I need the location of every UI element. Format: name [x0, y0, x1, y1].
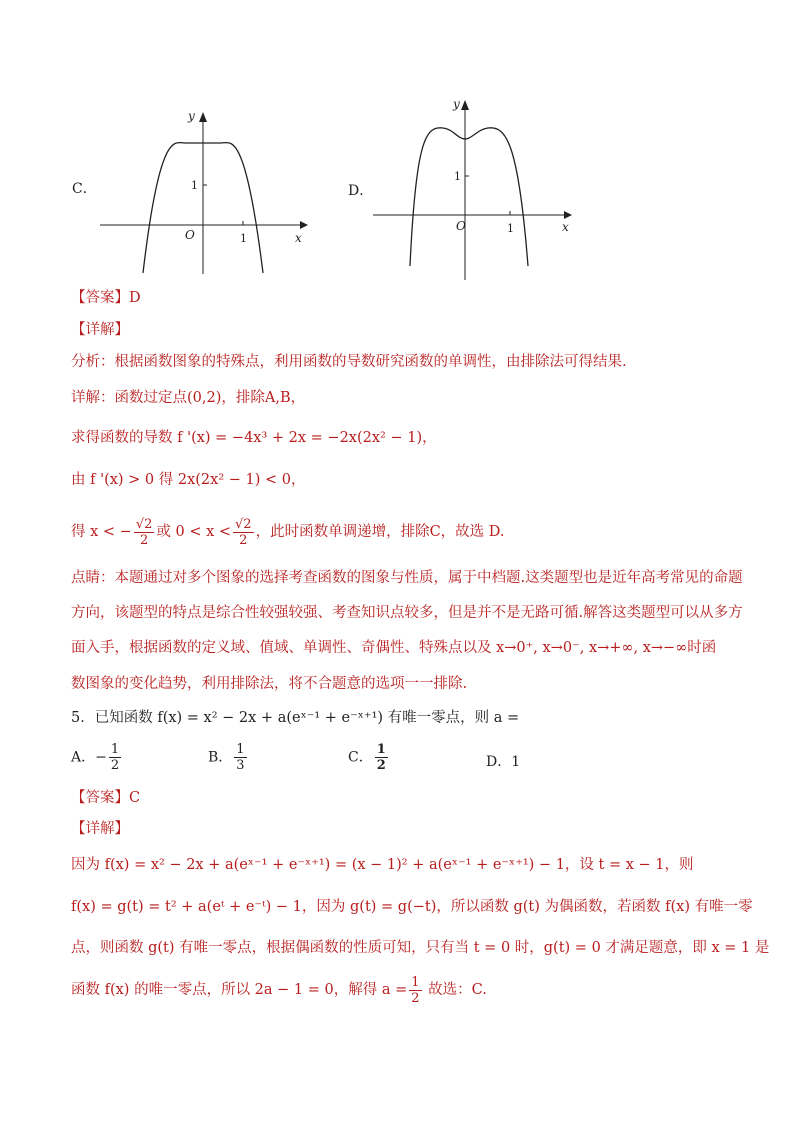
y-axis-label: y [453, 97, 460, 111]
x-axis-label: x [562, 220, 569, 234]
fraction-numerator: √2 [235, 516, 252, 532]
option-d-label: D． [348, 183, 374, 199]
question-5-stem: 5．已知函数 f(x) = x² − 2x + a(eˣ⁻¹ + e⁻ˣ⁺¹) 有唯一零点，则 a = [71, 710, 520, 726]
option-a [71, 742, 123, 773]
fraction-numerator: 1 [110, 742, 120, 757]
step-2: 求得函数的导数 f '(x) = −4x³ + 2x = −2x(2x² − 1)， [71, 430, 437, 446]
step-4-suffix: ，此时函数单调递增，排除C，故选 D. [255, 524, 505, 540]
y-axis-arrow [199, 112, 207, 122]
y-axis-label: y [188, 109, 195, 123]
option-c-label: C． [72, 181, 97, 197]
solution-line-4 [71, 970, 487, 1010]
tick-x-label: 1 [507, 222, 514, 235]
fraction-numerator: 1 [376, 742, 386, 757]
y-axis-arrow [461, 100, 469, 110]
option-b-label: B． [208, 749, 233, 766]
option-d-value: 1 [511, 754, 521, 770]
fraction-sqrt2-over-2 [134, 517, 155, 548]
option-b-fraction [234, 742, 246, 773]
solution-fraction [409, 975, 421, 1006]
comment-line-1: 点睛：本题通过对多个图象的选择考查函数的图象与性质，属于中档题.这类题型也是近年高考常见的命题 [71, 570, 743, 586]
fraction-numerator: 1 [236, 742, 245, 757]
fraction-denominator: 2 [239, 532, 248, 548]
fraction-denominator: 2 [110, 758, 120, 773]
step-4-prefix: 得 x < − [71, 524, 132, 540]
option-a-fraction [109, 742, 121, 773]
comment-line-4: 数图象的变化趋势，利用排除法，将不合题意的选项一一排除. [71, 676, 468, 692]
x-axis-arrow [300, 221, 308, 229]
fraction-numerator: √2 [135, 516, 153, 532]
step-3: 由 f '(x) > 0 得 2x(2x² − 1) < 0， [71, 472, 306, 488]
fraction-numerator: 1 [411, 974, 420, 990]
tick-y-label: 1 [454, 170, 461, 183]
tick-y-label: 1 [191, 179, 198, 192]
step-4-mid: 或 0 < x < [156, 524, 232, 540]
fraction-denominator: 3 [236, 758, 245, 773]
option-c [348, 742, 390, 773]
solution-line-4-prefix: 函数 f(x) 的唯一零点，所以 2a − 1 = 0，解得 a = [71, 982, 408, 998]
comment-line-3: 面入手，根据函数的定义域、值域、单调性、奇偶性、特殊点以及 x→0⁺, x→0⁻, x→+∞, x→−∞时函 [71, 640, 717, 656]
graph-c [95, 108, 320, 278]
comment-line-2: 方向，该题型的特点是综合性较强较强、考查知识点较多，但是并不是无路可循.解答这类题型可以从多方 [71, 605, 743, 621]
x-axis-label: x [295, 231, 302, 245]
fraction-sqrt2-over-2 [233, 517, 254, 548]
origin-label: O [456, 219, 466, 233]
fraction-denominator: 2 [139, 532, 149, 548]
tick-x-label: 1 [240, 232, 247, 245]
step-4 [71, 512, 505, 552]
step-1: 详解：函数过定点(0,2)，排除A,B， [71, 390, 306, 406]
curve-d [410, 128, 528, 266]
solution-line-1: 因为 f(x) = x² − 2x + a(eˣ⁻¹ + e⁻ˣ⁺¹) = (x − 1)² + a(eˣ⁻¹ + e⁻ˣ⁺¹) − 1，设 t = x − 1，则 [71, 857, 694, 873]
option-c-fraction [375, 742, 388, 773]
graph-d [368, 98, 578, 283]
solution-line-2: f(x) = g(t) = t² + a(eᵗ + e⁻ᵗ) − 1，因为 g(t) = g(−t)，所以函数 g(t) 为偶函数，若函数 f(x) 有唯一零 [71, 899, 753, 915]
answer-tag-q4: 【答案】D [71, 290, 141, 306]
option-b [208, 742, 249, 773]
detail-tag-q4: 【详解】 [71, 322, 129, 338]
option-a-label: A． [71, 749, 96, 766]
origin-label: O [185, 228, 195, 242]
fraction-denominator: 2 [376, 758, 386, 773]
option-d [486, 751, 520, 771]
analysis-text: 分析：根据函数图象的特殊点，利用函数的导数研究函数的单调性，由排除法可得结果. [71, 354, 627, 370]
answer-tag-q5: 【答案】C [71, 790, 141, 806]
detail-tag-q5: 【详解】 [71, 821, 129, 837]
x-axis-arrow [564, 211, 572, 219]
solution-line-4-suffix: 故选：C. [423, 982, 487, 998]
fraction-denominator: 2 [411, 990, 420, 1006]
solution-line-3: 点，则函数 g(t) 有唯一零点，根据偶函数的性质可知，只有当 t = 0 时，g(t) = 0 才满足题意，即 x = 1 是 [71, 940, 770, 956]
option-a-sign: − [95, 749, 107, 766]
option-d-label: D． [486, 754, 512, 770]
option-c-label: C． [348, 749, 373, 766]
